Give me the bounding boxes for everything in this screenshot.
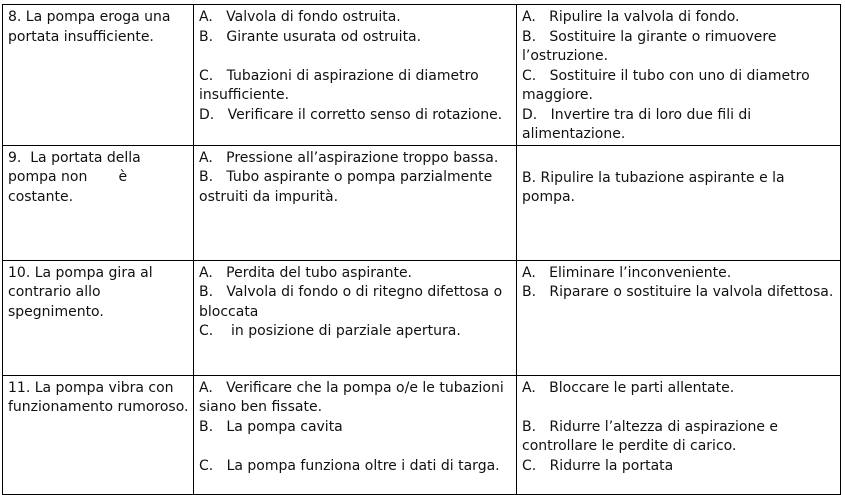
remedy-line	[522, 398, 837, 418]
troubleshooting-table	[2, 4, 841, 495]
cause-line: D. Verificare il corretto senso di rotazione.	[199, 106, 503, 123]
cause-cell	[194, 260, 517, 375]
cause-line: C. in posizione di parziale apertura.	[199, 323, 461, 339]
cause-cell	[194, 5, 517, 146]
cause-line: A. Verificare che la pompa o/e le tubazioni	[199, 379, 504, 396]
problem-line: portata insufficiente.	[8, 28, 154, 45]
remedy-line: alimentazione.	[522, 126, 626, 142]
cause-line: C. La pompa funziona oltre i dati di targa.	[199, 457, 500, 474]
problem-line: 10. La pompa gira al	[8, 264, 153, 281]
problem-line: 11. La pompa vibra con	[8, 379, 174, 396]
remedy-line: A. Ripulire la valvola di fondo.	[522, 9, 740, 25]
remedy-line: C. Sostituire il tubo con uno di diametro	[522, 67, 810, 84]
remedy-line: A. Eliminare l’inconveniente.	[522, 264, 732, 281]
remedy-line: D. Invertire tra di loro due fili di	[522, 106, 752, 123]
remedy-cell	[517, 145, 841, 260]
cause-line: B. Tubo aspirante o pompa parzialmente	[199, 169, 493, 185]
cause-line: B. La pompa cavita	[199, 418, 343, 435]
cause-line: B. Valvola di fondo o di ritegno difettosa o	[199, 284, 503, 300]
problem-line: spegnimento.	[8, 303, 104, 320]
cause-line	[199, 437, 513, 457]
problem-line: 9. La portata della	[8, 149, 141, 166]
problem-line: pompa non è	[8, 169, 128, 185]
remedy-line: maggiore.	[522, 87, 593, 103]
remedy-line: controllare le perdite di carico.	[522, 438, 737, 454]
remedy-line: A. Bloccare le parti allentate.	[522, 379, 735, 396]
cause-line: A. Perdita del tubo aspirante.	[199, 264, 413, 281]
problem-line: contrario allo	[8, 284, 101, 300]
cause-line: siano ben fissate.	[199, 399, 323, 415]
problem-cell	[3, 5, 194, 146]
remedy-line: C. Ridurre la portata	[522, 457, 674, 474]
table-row	[3, 5, 841, 146]
cause-cell	[194, 145, 517, 260]
remedy-line: pompa.	[522, 189, 576, 205]
problem-cell	[3, 375, 194, 494]
remedy-line: B. Sostituire la girante o rimuovere	[522, 28, 777, 45]
problem-cell	[3, 145, 194, 260]
cause-line: insufficiente.	[199, 87, 290, 103]
table-row	[3, 145, 841, 260]
table-row	[3, 260, 841, 375]
problem-line: costante.	[8, 188, 74, 205]
problem-line: 8. La pompa eroga una	[8, 9, 171, 25]
cause-line	[199, 47, 513, 67]
remedy-line: B. Ripulire la tubazione aspirante e la	[522, 169, 785, 186]
cause-cell	[194, 375, 517, 494]
remedy-line: l’ostruzione.	[522, 48, 609, 64]
table-row	[3, 375, 841, 494]
remedy-line: B. Riparare o sostituire la valvola difettosa.	[522, 284, 834, 300]
remedy-cell	[517, 375, 841, 494]
cause-line: A. Pressione all’aspirazione troppo bassa.	[199, 149, 499, 166]
cause-line: C. Tubazioni di aspirazione di diametro	[199, 67, 479, 84]
problem-line: funzionamento rumoroso.	[8, 399, 189, 415]
cause-line: A. Valvola di fondo ostruita.	[199, 9, 401, 25]
cause-line: B. Girante usurata od ostruita.	[199, 28, 422, 45]
remedy-cell	[517, 260, 841, 375]
remedy-line: B. Ridurre l’altezza di aspirazione e	[522, 418, 779, 435]
remedy-cell	[517, 5, 841, 146]
cause-line: bloccata	[199, 303, 259, 320]
cause-line: ostruiti da impurità.	[199, 188, 339, 205]
problem-cell	[3, 260, 194, 375]
